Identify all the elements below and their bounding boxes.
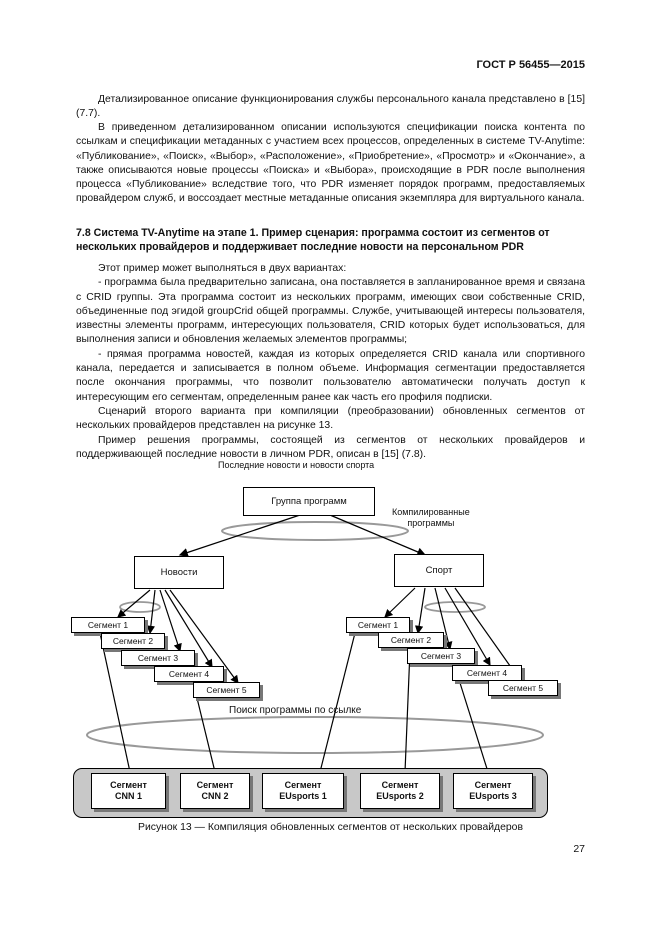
figure-title: Последние новости и новости спорта [218, 460, 375, 470]
search-ellipse [87, 717, 543, 753]
paragraph-2 [76, 121, 585, 207]
paragraph-text: Детализированное описание функционирования службы персонального канала представлено в [15] (7.7). [76, 94, 585, 120]
provider-segment: Сегмент CNN 1 [91, 773, 166, 809]
paragraph-text: В приведенном детализированном описании используются спецификации поиска контента по ссылкам и спецификации метаданных с участием всех процессов, определенных в системе TV-Anytime: «Публикование», «Поиск», «Выбор», «Расположение», «Приобретение», «Просмотр» и «Окончание», а также описываются новые процессы «Поиска» и «Выбора», происходящие в PDR после выполнения процесса «Публикование» вследствие того, что PDR изменяет порядок программ, предоставляемых провайдером служб, и воссоздает местные метаданные описания экземпляра для виртуального канала. [76, 122, 585, 205]
link-sport-seg3 [455, 667, 488, 772]
section-heading: 7.8 Система TV-Anytime на этапе 1. Пример сценария: программа состоит из сегментов от нескольких провайдеров и поддерживает последние новости на персональном PDR [76, 227, 550, 254]
news-segment: Сегмент 2 [101, 633, 165, 649]
section-body [76, 262, 585, 462]
news-segment: Сегмент 4 [154, 666, 224, 682]
provider-segment: Сегмент CNN 2 [180, 773, 250, 809]
page-number: 27 [573, 843, 585, 855]
figure-13 [0, 455, 661, 845]
news-segment: Сегмент 3 [121, 650, 195, 666]
sport-segment: Сегмент 1 [346, 617, 410, 633]
section-paragraph: - прямая программа новостей, каждая из которых определяется CRID канала или спортивного канала, передается и записывается в полном объеме. Информация сегментации предоставляется после окончания программы, что позволит пользователю автоматически получать доступ к интересующим его сегментам, определенным ранее как часть его профиля подписки. [76, 348, 585, 403]
search-label: Поиск программы по ссылке [229, 705, 362, 716]
compiled-programs-label: Компилированные программы [392, 507, 470, 528]
link-news-seg5 [197, 698, 215, 772]
sport-segment: Сегмент 4 [452, 665, 522, 681]
compiled-ellipse [222, 522, 408, 540]
section-paragraph: Пример решения программы, состоящей из сегментов от нескольких провайдеров и поддерживающей последние новости в личном PDR, описан в [15] (7.8). [76, 434, 585, 460]
provider-segment: Сегмент EUsports 3 [453, 773, 533, 809]
program-group-box: Группа программ [243, 487, 375, 516]
sport-ellipse [425, 602, 485, 612]
sport-segment: Сегмент 5 [488, 680, 558, 696]
arrow-sport-seg1 [385, 588, 415, 617]
news-segment: Сегмент 5 [193, 682, 260, 698]
arrow-group-news [180, 515, 300, 555]
sport-segment: Сегмент 2 [378, 632, 444, 648]
provider-segment: Сегмент EUsports 1 [262, 773, 344, 809]
arrow-sport-seg2 [418, 588, 425, 633]
section-paragraph: Этот пример может выполняться в двух вариантах: [98, 263, 347, 274]
document-header: ГОСТ Р 56455—2015 [476, 59, 585, 71]
paragraph-1 [76, 93, 585, 122]
section-paragraph: - программа была предварительно записана, она поставляется в запланированное время и связана с CRID группы. Эта программа состоит из нескольких программ, имеющих свои собственные CRID, объединенные под эгидой groupCrid общей программы. Службе, учитывающей интересы пользователя, известны элементы программ, интересующих пользователя, CRID которых будет использоваться, для выполнения записи и обновления желаемых элементов программы; [76, 277, 585, 346]
section-paragraph: Сценарий второго варианта при компиляции (преобразовании) обновленных сегментов от нескольких провайдеров представлен на рисунке 13. [76, 405, 585, 432]
link-sport-seg2 [405, 650, 410, 772]
news-segment: Сегмент 1 [71, 617, 145, 633]
figure-caption: Рисунок 13 — Компиляция обновленных сегментов от нескольких провайдеров [138, 822, 523, 833]
sport-box: Спорт [394, 554, 484, 587]
link-sport-seg1 [320, 633, 355, 772]
news-box: Новости [134, 556, 224, 589]
provider-segment: Сегмент EUsports 2 [360, 773, 440, 809]
sport-segment: Сегмент 3 [407, 648, 475, 664]
